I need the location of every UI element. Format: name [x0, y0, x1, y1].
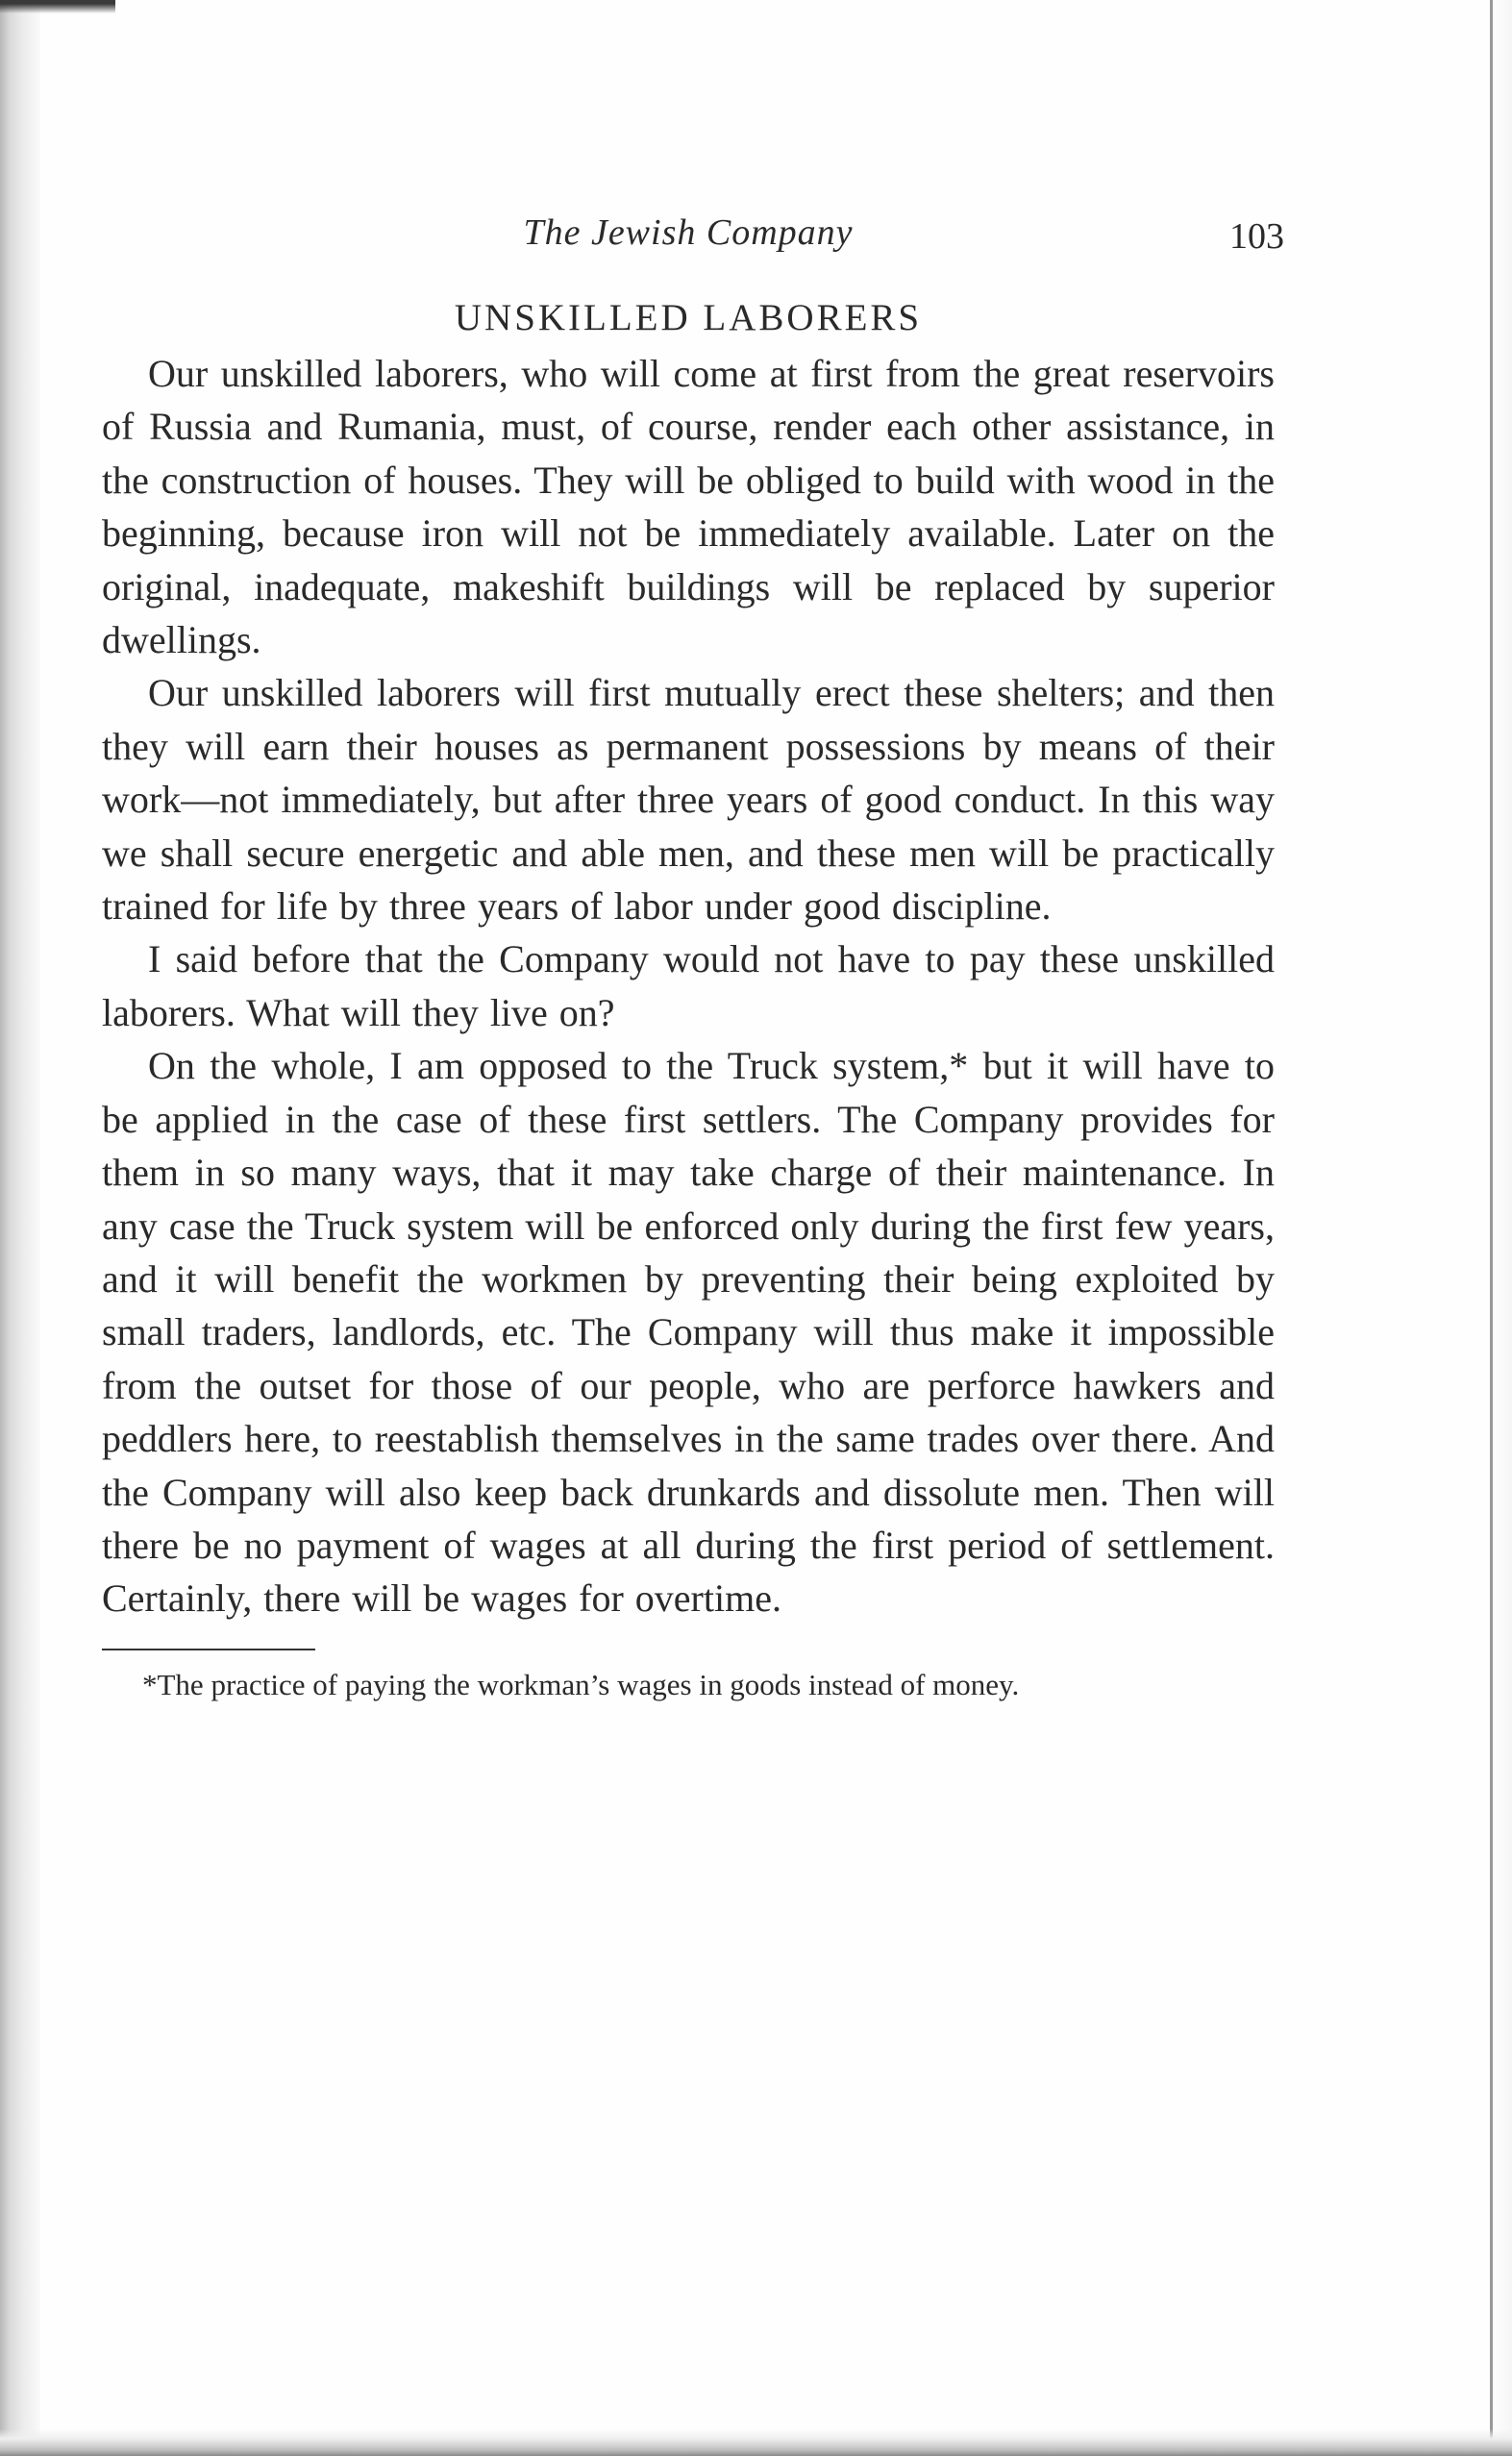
scan-edge-right-line	[1490, 0, 1493, 2456]
running-title: The Jewish Company	[523, 212, 854, 253]
footnote-divider	[102, 1649, 315, 1650]
section-heading: UNSKILLED LABORERS	[454, 297, 923, 338]
scan-edge-right	[1491, 0, 1512, 2456]
footnote: *The practice of paying the workman’s wages in goods instead of money.	[142, 1667, 1020, 1701]
body-text	[102, 347, 1275, 1625]
paragraph-2: Our unskilled laborers will first mutually erect these shelters; and then they will earn their houses as permanent possessions by means of their work—not immediately, but after three years of good conduct. In this way we shall secure energetic and able men, and these men will be practically trained for life by three years of labor under good discipline.	[102, 671, 1275, 929]
scan-edge-bottom	[0, 2429, 1512, 2456]
paragraph-1: Our unskilled laborers, who will come at first from the great reservoirs of Russia and Rumania, must, of course, render each other assistance, in the construction of houses. They will be obliged to build with wood in the beginning, because iron will not be immediately available. Later on the original, inadequate, makeshift buildings will be replaced by superior dwellings.	[102, 352, 1275, 662]
paragraph-3: I said before that the Company would not have to pay these unskilled laborers. What will they live on?	[102, 937, 1275, 1034]
paragraph-4: On the whole, I am opposed to the Truck system,* but it will have to be applied in the case of these first settlers. The Company provides for them in so many ways, that it may take charge of their maintenance. In any case the Truck system will be enforced only during the first few years, and it will benefit the workmen by preventing their being exploited by small traders, landlords, etc. The Company will thus make it impossible from the outset for those of our people, who are perforce hawkers and peddlers here, to reestablish themselves in the same trades over there. And the Company will also keep back drunkards and dissolute men. Then will there be no payment of wages at all during the first period of settlement. Certainly, there will be wages for overtime.	[102, 1044, 1275, 1621]
page-number: 103	[1229, 216, 1284, 257]
scan-edge-top-left	[0, 0, 115, 13]
running-head	[102, 202, 1284, 260]
book-page	[102, 202, 1284, 1704]
scan-edge-left	[0, 0, 40, 2456]
